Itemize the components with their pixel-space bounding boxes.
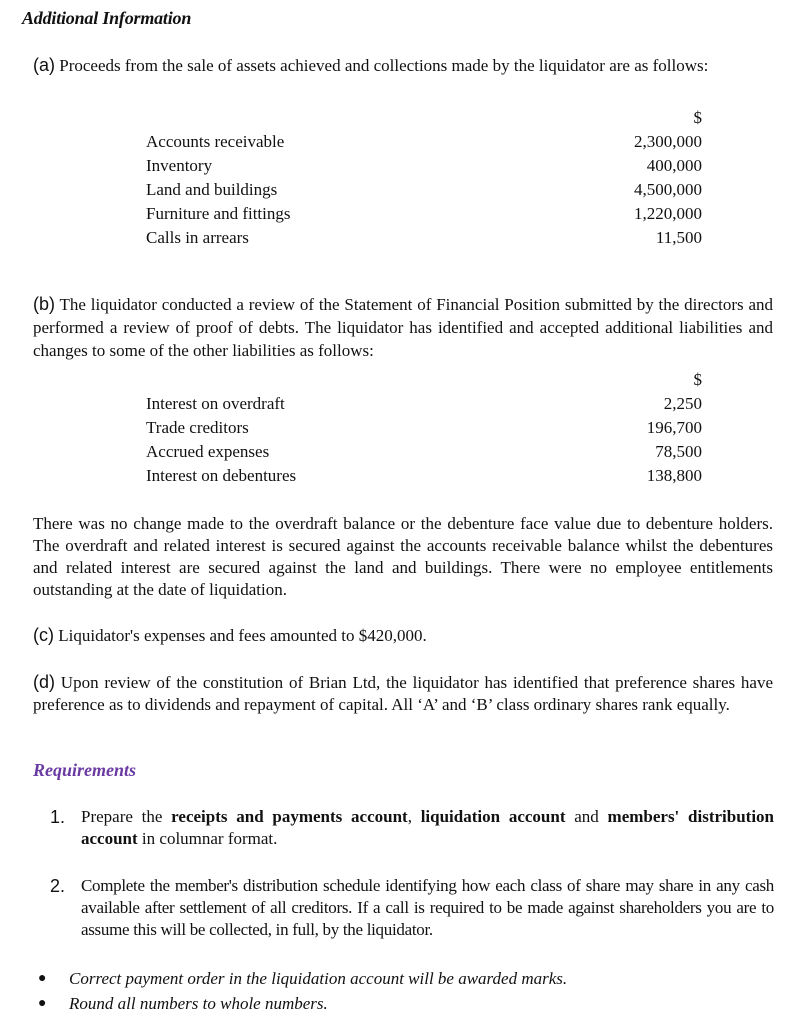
requirement-number: 2. (50, 876, 66, 896)
item-value: 78,500 (655, 442, 702, 461)
section-d-paragraph (33, 671, 773, 716)
item-name: Land and buildings (146, 180, 278, 199)
item-name: Trade creditors (146, 418, 249, 437)
item-name: Inventory (146, 156, 213, 175)
item-name: Accounts receivable (146, 132, 285, 151)
section-b-note: There was no change made to the overdraft balance or the debenture face value due to debenture holders. The overdraft and related interest is secured against the accounts receivable balance whilst the debentures and related interest are secured against the land and buildings. There were no employee entitlements outstanding at the date of liquidation. (33, 514, 773, 599)
table-row (146, 392, 702, 416)
requirement-item-1 (50, 806, 774, 850)
item-value: 2,250 (663, 394, 702, 413)
bullet-icon: ● (38, 971, 47, 986)
item-name: Interest on debentures (146, 466, 297, 485)
item-value: 196,700 (646, 418, 702, 437)
item-name: Furniture and fittings (146, 204, 291, 223)
item-value: 4,500,000 (634, 180, 702, 199)
section-a-paragraph (33, 54, 773, 77)
table-row (146, 440, 702, 464)
requirement-number: 1. (50, 807, 66, 827)
section-a-label: (a) (33, 55, 55, 75)
text-run: Prepare the (81, 807, 172, 826)
liabilities-currency-header: $ (693, 370, 702, 389)
item-value: 1,220,000 (634, 204, 702, 223)
table-row (146, 178, 702, 202)
bullet-icon: ● (38, 996, 47, 1011)
table-row (146, 464, 702, 488)
table-row (146, 202, 702, 226)
item-name: Accrued expenses (146, 442, 270, 461)
note-text: Correct payment order in the liquidation account will be awarded marks. (69, 969, 568, 988)
section-b-text: The liquidator conducted a review of the Statement of Financial Position submitted by the directors and performed a review of proof of debts. The liquidator has identified and accepted additional liabilities and changes to some of the other liabilities as follows: (33, 295, 773, 360)
section-c-paragraph (33, 624, 773, 647)
item-value: 138,800 (646, 466, 702, 485)
note-item (38, 991, 328, 1016)
table-row (146, 226, 702, 250)
section-b-label: (b) (33, 294, 55, 314)
item-value: 2,300,000 (634, 132, 702, 151)
bold-text-run: receipts and payments account (171, 807, 408, 826)
note-text: Round all numbers to whole numbers. (69, 994, 328, 1013)
liabilities-table (146, 368, 702, 488)
requirements-heading: Requirements (33, 760, 137, 780)
bold-text-run: members' distribution account (81, 807, 774, 848)
section-d-label: (d) (33, 672, 55, 692)
section-a-text: Proceeds from the sale of assets achieved and collections made by the liquidator are as follows: (59, 56, 709, 75)
item-name: Calls in arrears (146, 228, 249, 247)
text-run: and (565, 807, 608, 826)
requirement-text: Complete the member's distribution schedule identifying how each class of share may share in any cash available after settlement of all creditors. If a call is required to be made against shareholders you are to assume this will be collected, in full, by the liquidator. (81, 876, 774, 939)
section-c-label: (c) (33, 625, 54, 645)
text-run: in columnar format. (137, 829, 278, 848)
table-row (146, 416, 702, 440)
page-heading: Additional Information (22, 8, 192, 28)
requirement-item-2 (50, 875, 774, 941)
section-c-text: Liquidator's expenses and fees amounted to $420,000. (58, 626, 427, 645)
table-row (146, 154, 702, 178)
proceeds-currency-header: $ (693, 108, 702, 127)
section-d-text: Upon review of the constitution of Brian Ltd, the liquidator has identified that preference shares have preference as to dividends and repayment of capital. All ‘A’ and ‘B’ class ordinary shares rank equally. (33, 673, 774, 714)
text-run: , (407, 807, 421, 826)
note-item (38, 966, 567, 991)
section-b-paragraph (33, 293, 773, 362)
table-row (146, 130, 702, 154)
item-name: Interest on overdraft (146, 394, 285, 413)
bold-text-run: liquidation account (420, 807, 566, 826)
item-value: 400,000 (646, 156, 702, 175)
requirement-text (81, 806, 774, 850)
proceeds-table (146, 106, 702, 250)
item-value: 11,500 (655, 228, 702, 247)
